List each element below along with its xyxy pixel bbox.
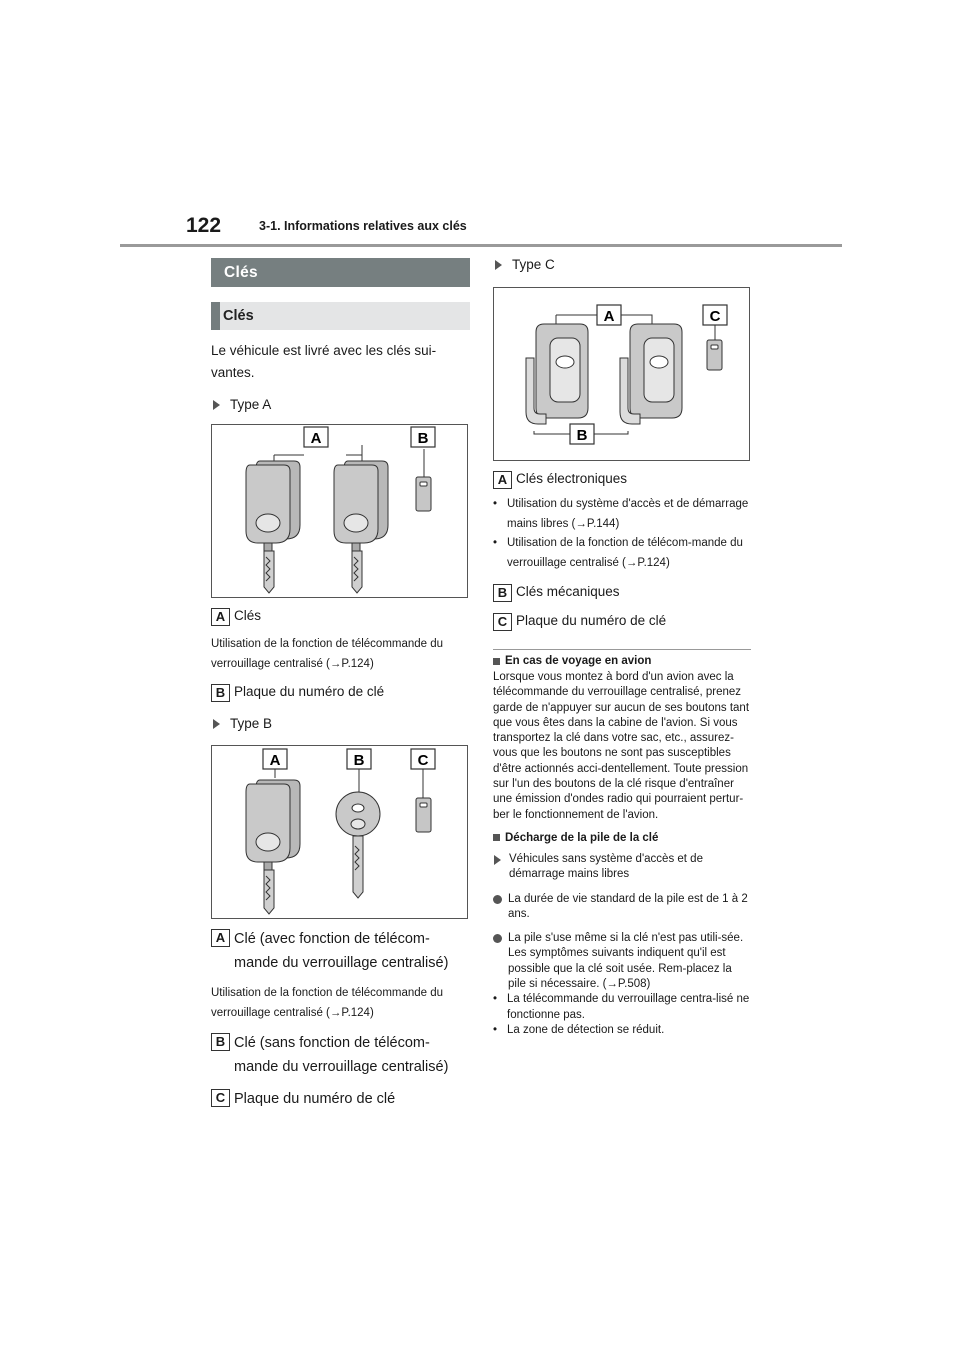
type-b-heading — [213, 716, 470, 731]
battery-circle-item-2 — [493, 931, 751, 992]
triangle-bullet-icon — [494, 855, 501, 865]
bullet-dot: • — [493, 993, 498, 1006]
type-c-item-c-label: Plaque du numéro de clé — [516, 613, 667, 628]
type-c-item-b-label: Clés mécaniques — [516, 584, 620, 599]
letter-c-badge: C — [211, 1089, 230, 1107]
battery-tri-item — [493, 852, 751, 883]
figure-type-b — [211, 745, 468, 919]
type-c-heading — [495, 257, 751, 272]
type-a-item-a — [211, 606, 470, 626]
type-a-item-a-desc: Utilisation de la fonction de télécommande du verrouillage centralisé (→P.124) — [211, 638, 444, 670]
header-rule — [120, 244, 842, 247]
type-c-bullet-1-text: Utilisation du système d'accès et de démarrage mains libres (→P.144) — [507, 498, 749, 530]
bullet-dot: • — [493, 1023, 498, 1036]
fig-c-label-c: C — [709, 308, 721, 325]
fig-c-label-a: A — [603, 308, 615, 325]
page-header — [0, 0, 960, 250]
type-c-bullet-1 — [493, 495, 751, 534]
type-b-heading-text: Type B — [230, 716, 273, 731]
note-flight-heading — [493, 655, 751, 667]
letter-a-badge: A — [211, 608, 230, 626]
note-flight-text: Lorsque vous montez à bord d'un avion avec la télécommande du verrouillage centralisé, prenez garde de n'appuyer sur aucun de ses boutons tant que vous êtes dans la cabine de l'avion. Si vous transportez la clé dans votre sac, etc., assurez-vous que les boutons ne sont pas susceptibles d'être actionnés acci-dentellement. Toute pression sur l'un des boutons de la clé risque d'entraîner une émission d'ondes radio qui pourraient pertur-ber le fonctionnement de l'avion. — [493, 671, 750, 821]
fig-b-label-b: B — [353, 752, 365, 769]
remote-key — [246, 780, 300, 914]
letter-b-badge: B — [211, 684, 230, 702]
type-c-item-a-label: Clés électroniques — [516, 471, 628, 486]
letter-c-badge: C — [493, 613, 512, 631]
subsection-title: Clés — [211, 302, 470, 330]
chapter-title: 3-1. Informations relatives aux clés — [259, 219, 467, 233]
square-bullet-icon — [493, 658, 500, 665]
right-column — [493, 250, 751, 1038]
electronic-key-1 — [526, 324, 588, 424]
letter-a-badge: A — [211, 929, 230, 947]
electronic-key-2 — [620, 324, 682, 424]
type-a-item-b — [211, 682, 470, 702]
intro-text: Le véhicule est livré avec les clés sui-vantes. — [211, 343, 437, 380]
triangle-bullet-icon — [213, 719, 220, 729]
type-a-heading-text: Type A — [230, 397, 272, 412]
key-number-plate — [707, 340, 722, 370]
left-column — [211, 258, 470, 1111]
type-c-bullet-2 — [493, 534, 751, 573]
battery-bullet-2-text: La zone de détection se réduit. — [507, 1023, 665, 1036]
type-b-item-a-label: Clé (avec fonction de télécom-mande du verrouillage centralisé) — [234, 931, 449, 971]
remote-key-1 — [246, 461, 300, 593]
triangle-bullet-icon — [495, 260, 502, 270]
fig-a-label-b: B — [417, 430, 429, 447]
type-c-item-a — [493, 469, 751, 489]
letter-a-badge: A — [493, 471, 512, 489]
figure-type-a — [211, 424, 468, 598]
notes-divider — [493, 649, 751, 650]
keys-type-a-illustration — [212, 425, 467, 597]
letter-b-badge: B — [493, 584, 512, 602]
battery-bullet-2 — [493, 1023, 751, 1038]
section-title: Clés — [211, 258, 470, 287]
note-battery-heading — [493, 832, 751, 844]
type-b-item-a — [211, 927, 470, 975]
key-number-plate — [416, 477, 431, 511]
key-number-plate — [416, 798, 431, 832]
battery-tri-item-text: Véhicules sans système d'accès et de démarrage mains libres — [509, 852, 703, 881]
note-flight-title: En cas de voyage en avion — [505, 655, 652, 667]
figure-type-c — [493, 287, 750, 461]
circle-bullet-icon — [493, 934, 502, 943]
note-battery-title: Décharge de la pile de la clé — [505, 831, 659, 844]
fig-b-label-c: C — [417, 752, 429, 769]
keys-type-c-illustration — [494, 288, 749, 460]
battery-bullet-1 — [493, 992, 751, 1023]
keys-type-b-illustration — [212, 746, 467, 918]
fig-b-label-a: A — [269, 752, 281, 769]
battery-bullet-1-text: La télécommande du verrouillage centra-lisé ne fonctionne pas. — [507, 993, 750, 1021]
letter-b-badge: B — [211, 1033, 230, 1051]
circle-bullet-icon — [493, 895, 502, 904]
mechanical-key — [336, 792, 380, 898]
type-c-bullet-2-text: Utilisation de la fonction de télécom-mande du verrouillage centralisé (→P.124) — [507, 537, 743, 569]
type-b-item-c-label: Plaque du numéro de clé — [234, 1091, 396, 1107]
type-b-item-b-label: Clé (sans fonction de télécom-mande du verrouillage centralisé) — [234, 1035, 449, 1075]
type-b-item-a-desc: Utilisation de la fonction de télécommande du verrouillage centralisé (→P.124) — [211, 987, 444, 1019]
type-a-heading — [213, 397, 470, 412]
square-bullet-icon — [493, 834, 500, 841]
page-number: 122 — [186, 214, 222, 237]
type-b-item-c — [211, 1087, 470, 1111]
triangle-bullet-icon — [213, 400, 220, 410]
battery-circle-item-1-text: La durée de vie standard de la pile est de 1 à 2 ans. — [508, 892, 748, 920]
type-a-item-b-label: Plaque du numéro de clé — [234, 684, 385, 699]
type-b-item-b — [211, 1031, 470, 1079]
type-c-item-b — [493, 582, 751, 602]
type-c-item-c — [493, 611, 751, 631]
fig-a-label-a: A — [310, 430, 322, 447]
battery-circle-item-1 — [493, 892, 751, 923]
type-a-item-a-label: Clés — [234, 608, 262, 623]
bullet-dot: • — [493, 537, 498, 549]
bullet-dot: • — [493, 498, 498, 510]
remote-key-2 — [334, 461, 388, 593]
fig-c-label-b: B — [576, 427, 588, 444]
type-c-heading-text: Type C — [512, 257, 555, 272]
battery-circle-item-2-text: La pile s'use même si la clé n'est pas utili-sée. Les symptômes suivants indiquent qu'il est possible que la clé soit usée. Rem-placez la pile si nécessaire. (→P.508) — [508, 932, 744, 991]
